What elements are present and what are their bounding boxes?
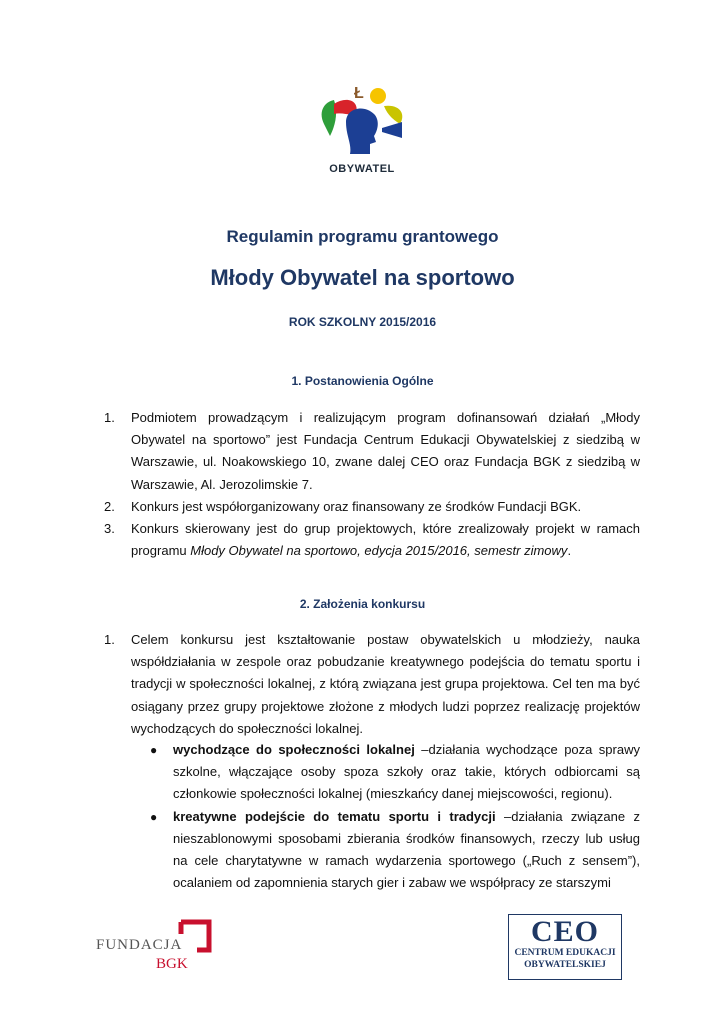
bullet-term: kreatywne podejście do tematu sportu i tradycji <box>173 808 496 824</box>
section-1-title: 1. Postanowienia Ogólne <box>291 374 434 388</box>
ceo-logo-line2: OBYWATELSKIEJ <box>524 960 606 970</box>
section-2-bullets <box>150 739 640 894</box>
ceo-logo-line1: CENTRUM EDUKACJI <box>514 948 616 958</box>
fundacja-bgk-frame-icon <box>177 918 213 954</box>
list-item <box>104 496 640 518</box>
list-item <box>104 407 640 496</box>
bullet-item <box>150 739 640 806</box>
school-year: ROK SZKOLNY 2015/2016 <box>288 315 437 329</box>
section-2-list <box>104 629 640 740</box>
document-subtitle: Regulamin programu grantowego <box>226 227 499 246</box>
bullet-text: –działania wychodzące poza sprawy szkolne, włączające osoby spoza szkoły oraz takie, których odbiorcami są członkowie społeczności lokalnej (mieszkańcy danej miejscowości, regionu). <box>173 742 640 802</box>
program-name: Młody Obywatel na sportowo, edycja 2015/2016, semestr zimowy <box>190 543 568 559</box>
item-number: 1. <box>104 632 115 647</box>
document-title: Młody Obywatel na sportowo <box>210 265 515 290</box>
logo-letter: Ł <box>354 85 364 102</box>
bullet-term: wychodzące do społeczności lokalnej <box>173 742 415 757</box>
item-text: Konkurs jest współorganizowany oraz finansowany ze środków Fundacji BGK. <box>131 498 582 514</box>
ceo-logo <box>508 914 622 980</box>
logo-wordmark: OBYWATEL <box>329 163 395 175</box>
bullet-icon: ● <box>150 743 158 757</box>
list-item <box>104 518 640 562</box>
item-text: Konkurs skierowany jest do grup projektowych, które zrealizowały projekt w ramach programu <box>131 521 640 559</box>
item-number: 1. <box>104 410 115 425</box>
item-text: Celem konkursu jest kształtowanie postaw obywatelskich u młodzieży, nauka współdziałania w zespole oraz pobudzanie kreatywnego podejścia do tematu sportu i tradycji w społeczności lokalnej, z którą związana jest grupa projektowa. Cel ten ma być osiągany przez grupy projektowe złożone z młodych ludzi poprzez realizację projektów wychodzących do społeczności lokalnej. <box>131 632 640 736</box>
bullet-item <box>150 806 640 895</box>
section-2-title: 2. Założenia konkursu <box>299 597 426 611</box>
item-number: 3. <box>104 521 115 537</box>
fundacja-bgk-logo-text: FUNDACJA <box>96 937 183 953</box>
bullet-text: –działania związane z nieszablonowymi sposobami zbierania środków finansowych, rzeczy lub usług na cele charytatywne w ramach wydarzenia sportowego („Ruch z sensem”), ocalaniem od zapomnienia starych gier i zabaw we współpracy ze starszymi <box>173 808 640 891</box>
section-1-list <box>104 407 640 562</box>
ceo-logo-big: CEO <box>530 915 599 948</box>
item-text-end: . <box>567 543 572 559</box>
item-text: Podmiotem prowadzącym i realizującym program dofinansowań działań „Młody Obywatel na sportowo” jest Fundacja Centrum Edukacji Obywatelskiej z siedzibą w Warszawie, ul. Noakowskiego 10, zwane dalej CEO oraz Fundacja BGK z siedzibą w Warszawie, Al. Jerozolimskie 7. <box>131 410 640 492</box>
item-number: 2. <box>104 498 115 514</box>
fundacja-bgk-logo-red: BGK <box>156 956 188 972</box>
bullet-icon: ● <box>150 809 158 824</box>
list-item <box>104 629 640 740</box>
